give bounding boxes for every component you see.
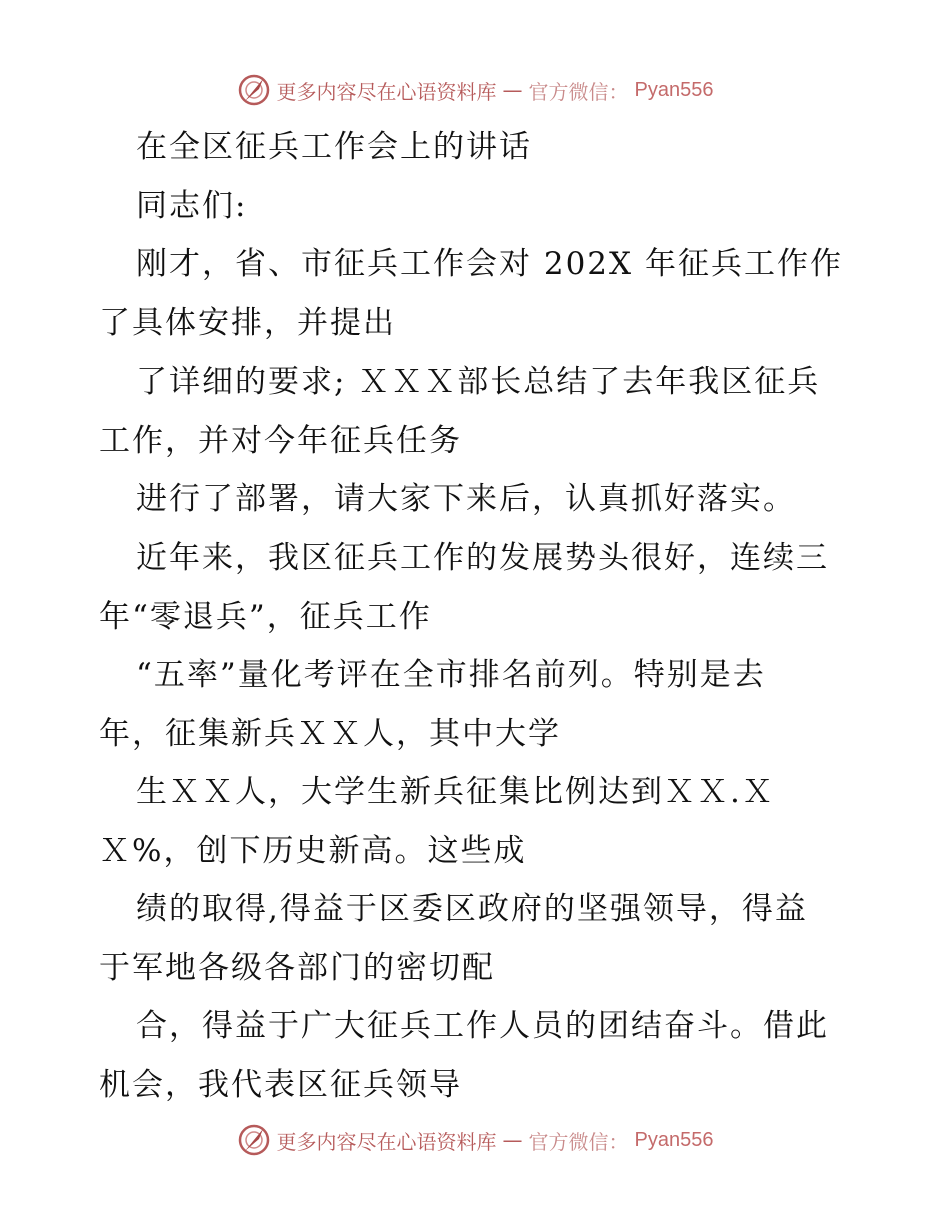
document-title: 在全区征兵工作会上的讲话 <box>136 129 532 165</box>
text-line: 了具体安排，并提出 <box>99 305 396 341</box>
banner-wechat-label: 官方微信： <box>528 1129 629 1154</box>
text-line: Ｘ%，创下历史新高。这些成 <box>99 833 527 869</box>
text-line: 绩的取得,得益于区委区政府的坚强领导，得益 <box>136 891 808 927</box>
banner-main-text: 更多内容尽在心语资料库 <box>276 79 497 104</box>
text-line: 工作，并对今年征兵任务 <box>99 423 462 459</box>
text-line: 于军地各级各部门的密切配 <box>99 950 495 986</box>
quill-logo-icon <box>237 1123 271 1157</box>
banner-main-text: 更多内容尽在心语资料库 <box>276 1129 497 1154</box>
banner-account: Pyan556 <box>634 1128 714 1151</box>
banner-wechat-label: 官方微信： <box>528 79 629 104</box>
text-line: “五率”量化考评在全市排名前列。特别是去 <box>136 657 766 693</box>
text-line: 生ＸＸ人，大学生新兵征集比例达到ＸＸ.Ｘ <box>136 774 775 810</box>
text-line: 进行了部署，请大家下来后，认真抓好落实。 <box>136 481 796 517</box>
text-line: 年“零退兵”，征兵工作 <box>99 599 432 635</box>
header-banner <box>0 72 950 108</box>
footer-banner <box>0 1122 950 1158</box>
text-line: 合，得益于广大征兵工作人员的团结奋斗。借此 <box>136 1008 829 1044</box>
banner-separator: — <box>502 1128 523 1152</box>
text-line: 年，征集新兵ＸＸ人，其中大学 <box>99 716 561 752</box>
text-line: 机会，我代表区征兵领导 <box>99 1067 462 1103</box>
text-line: 了详细的要求; ＸＸＸ部长总结了去年我区征兵 <box>136 364 821 400</box>
banner-separator: — <box>502 78 523 102</box>
banner-account: Pyan556 <box>634 78 714 101</box>
text-line: 同志们: <box>136 188 248 224</box>
text-line: 刚才，省、市征兵工作会对 202X 年征兵工作作 <box>136 246 843 282</box>
quill-logo-icon <box>237 73 271 107</box>
text-line: 近年来，我区征兵工作的发展势头很好，连续三 <box>136 540 829 576</box>
